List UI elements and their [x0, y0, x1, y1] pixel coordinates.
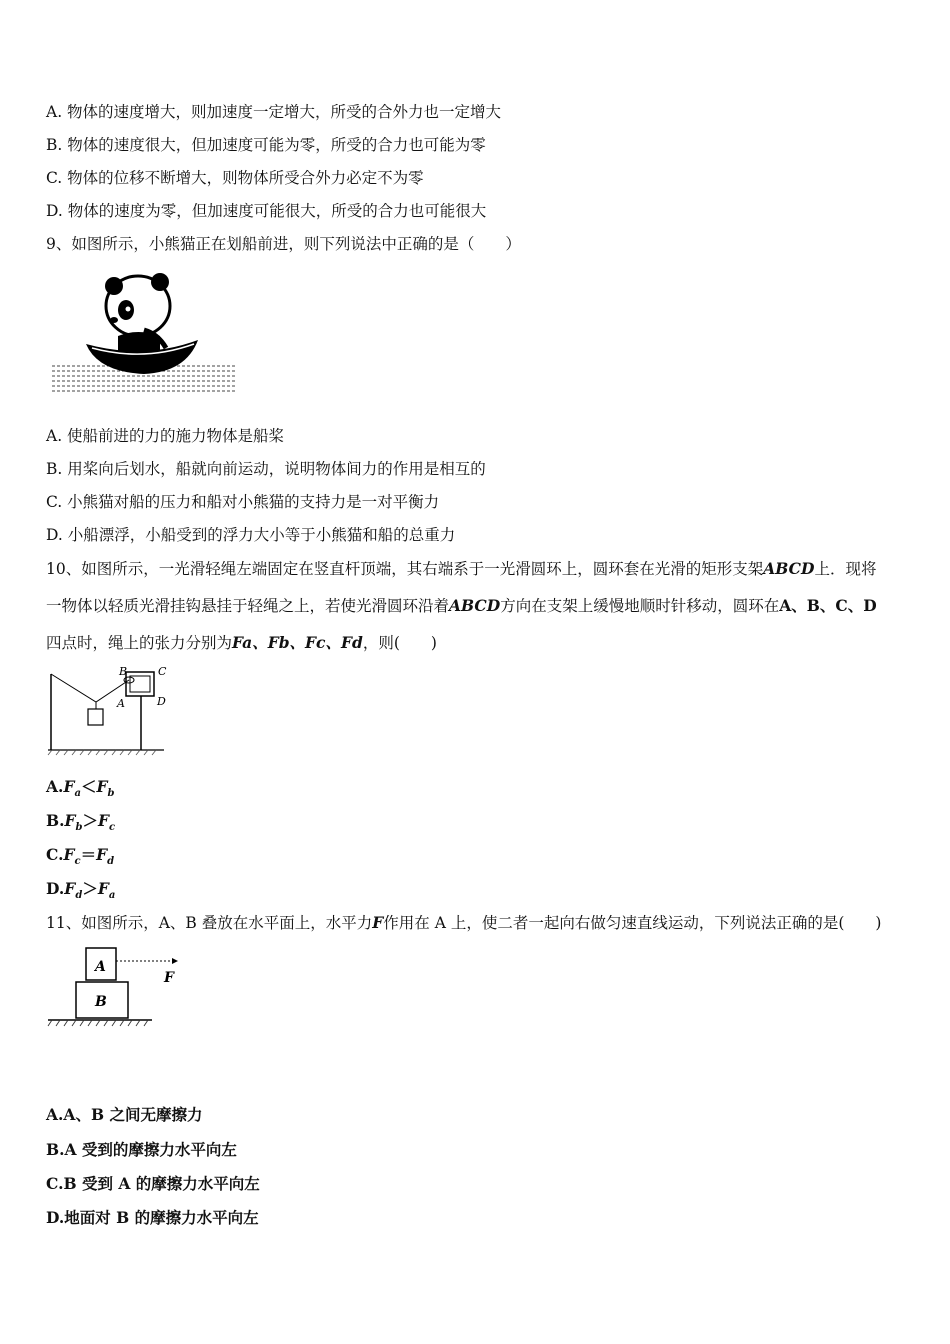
- label-c: C: [158, 665, 167, 678]
- q9-option-d: D. 小船漂浮，小船受到的浮力大小等于小熊猫和船的总重力: [46, 526, 456, 544]
- panda-ear-right: [151, 273, 169, 291]
- q11-option-c: C.B 受到 A 的摩擦力水平向左: [46, 1174, 260, 1193]
- q10-option-a: $A.F_a<F_b$: [46, 777, 115, 800]
- panda-rowing-figure: [48, 268, 240, 398]
- ground-hatching: [48, 750, 156, 755]
- hanging-block: [88, 709, 103, 725]
- q10-option-c: $C.F_c=F_d$: [46, 845, 115, 868]
- q9-stem: 9、如图所示，小熊猫正在划船前进，则下列说法中正确的是（ ）: [46, 235, 521, 253]
- q11-option-d: D.地面对 B 的摩擦力水平向左: [46, 1208, 259, 1227]
- q8-option-c: C. 物体的位移不断增大，则物体所受合外力必定不为零: [46, 169, 424, 187]
- panda-ear-left: [105, 277, 123, 295]
- ground-hatching: [48, 1020, 148, 1026]
- label-b: B: [119, 665, 128, 678]
- q10-stem-line1: 10、如图所示，一光滑轻绳左端固定在竖直杆顶端，其右端系于一光滑圆环上，圆环套在光滑的矩形支架ABCD上．现将: [46, 559, 877, 578]
- q11-option-b: B.A 受到的摩擦力水平向左: [46, 1140, 237, 1159]
- q9-option-a: A. 使船前进的力的施力物体是船桨: [46, 427, 285, 445]
- rope-ring-figure: [46, 664, 176, 756]
- label-force-f: F: [164, 970, 174, 986]
- q9-option-c: C. 小熊猫对船的压力和船对小熊猫的支持力是一对平衡力: [46, 493, 440, 511]
- label-a: A: [117, 697, 125, 710]
- q11-stem: 11、如图所示，A、B 叠放在水平面上，水平力F作用在 A 上，使二者一起向右做匀速直线运动，下列说法正确的是( ): [46, 913, 882, 932]
- q10-stem-line3: 四点时，绳上的张力分别为Fa、Fb、Fc、Fd，则( ): [46, 633, 437, 652]
- q10-stem-line2: 一物体以轻质光滑挂钩悬挂于轻绳之上，若使光滑圆环沿着ABCD方向在支架上缓慢地顺时针移动，圆环在A、B、C、D: [46, 596, 877, 615]
- label-block-b: B: [95, 994, 107, 1010]
- q8-option-d: D. 物体的速度为零，但加速度可能很大，所受的合力也可能很大: [46, 202, 487, 220]
- q11-option-a: A.A、B 之间无摩擦力: [46, 1105, 203, 1124]
- q8-option-b: B. 物体的速度很大，但加速度可能为零，所受的合力也可能为零: [46, 136, 486, 154]
- q8-option-a: A. 物体的速度增大，则加速度一定增大，所受的合外力也一定增大: [46, 103, 502, 121]
- label-d: D: [157, 695, 166, 708]
- q9-option-b: B. 用桨向后划水，船就向前运动，说明物体间力的作用是相互的: [46, 460, 486, 478]
- q10-option-b: $B.F_b>F_c$: [46, 811, 116, 834]
- label-block-a: A: [95, 959, 106, 975]
- q10-option-d: $D.F_d>F_a$: [46, 879, 116, 902]
- stacked-blocks-figure: [44, 944, 184, 1036]
